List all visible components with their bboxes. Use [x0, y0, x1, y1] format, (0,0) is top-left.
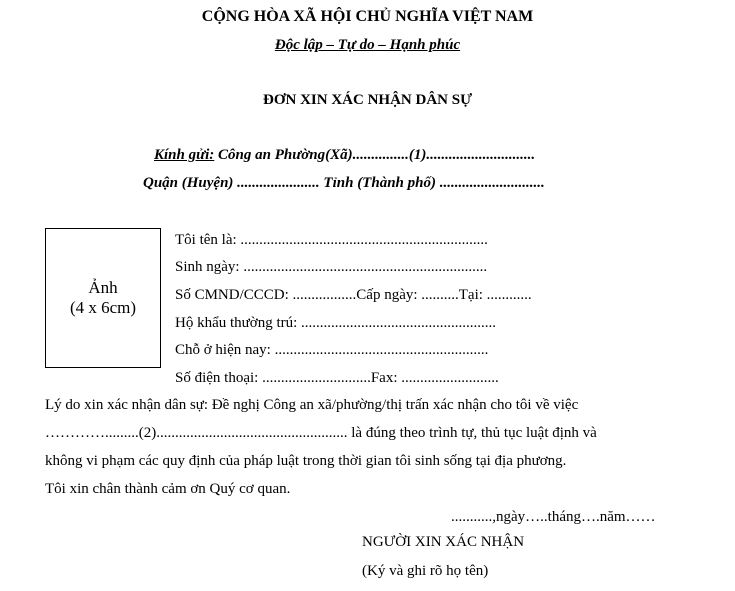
photo-label: Ảnh [88, 278, 118, 298]
national-motto [0, 38, 735, 53]
recipient-line-1 [154, 148, 535, 163]
field-full-name: Tôi tên là: .................................................................. [175, 232, 488, 248]
reason-line-2: ………….........(2)................................................... là đúng theo trình tự, thủ tục luật định và [45, 425, 597, 441]
field-current-residence: Chỗ ở hiện nay: ......................................................... [175, 342, 489, 358]
recipient-line-2: Quận (Huyện) ...................... Tỉnh (Thành phố) ............................ [143, 175, 545, 191]
field-phone-fax: Số điện thoại: .............................Fax: .......................... [175, 370, 499, 386]
thanks-line: Tôi xin chân thành cảm ơn Quý cơ quan. [45, 481, 291, 497]
field-id-number: Số CMND/CCCD: .................Cấp ngày: ..........Tại: ............ [175, 287, 532, 303]
field-permanent-residence: Hộ khẩu thường trú: .................................................... [175, 315, 497, 331]
signer-note: (Ký và ghi rõ họ tên) [362, 563, 489, 579]
photo-size: (4 x 6cm) [69, 298, 137, 317]
reason-line-3: không vi phạm các quy định của pháp luật trong thời gian tôi sinh sống tại địa phương. [45, 453, 567, 469]
reason-line-1: Lý do xin xác nhận dân sự: Đề nghị Công an xã/phường/thị trấn xác nhận cho tôi về việc [45, 397, 579, 413]
field-date-of-birth: Sinh ngày: ................................................................. [175, 259, 488, 275]
recipient-ward-text: Công an Phường(Xã)...............(1)............................. [214, 147, 536, 163]
recipient-label: Kính gửi: [154, 147, 215, 163]
signer-title: NGƯỜI XIN XÁC NHẬN [362, 534, 525, 550]
date-line: ...........,ngày…..tháng….năm…… [451, 509, 656, 525]
photo-placeholder [45, 228, 161, 368]
motto-text: Độc lập – Tự do – Hạnh phúc [274, 37, 461, 53]
nation-title: CỘNG HÒA XÃ HỘI CHỦ NGHĨA VIỆT NAM [201, 8, 534, 25]
form-title: ĐƠN XIN XÁC NHẬN DÂN SỰ [262, 92, 473, 108]
